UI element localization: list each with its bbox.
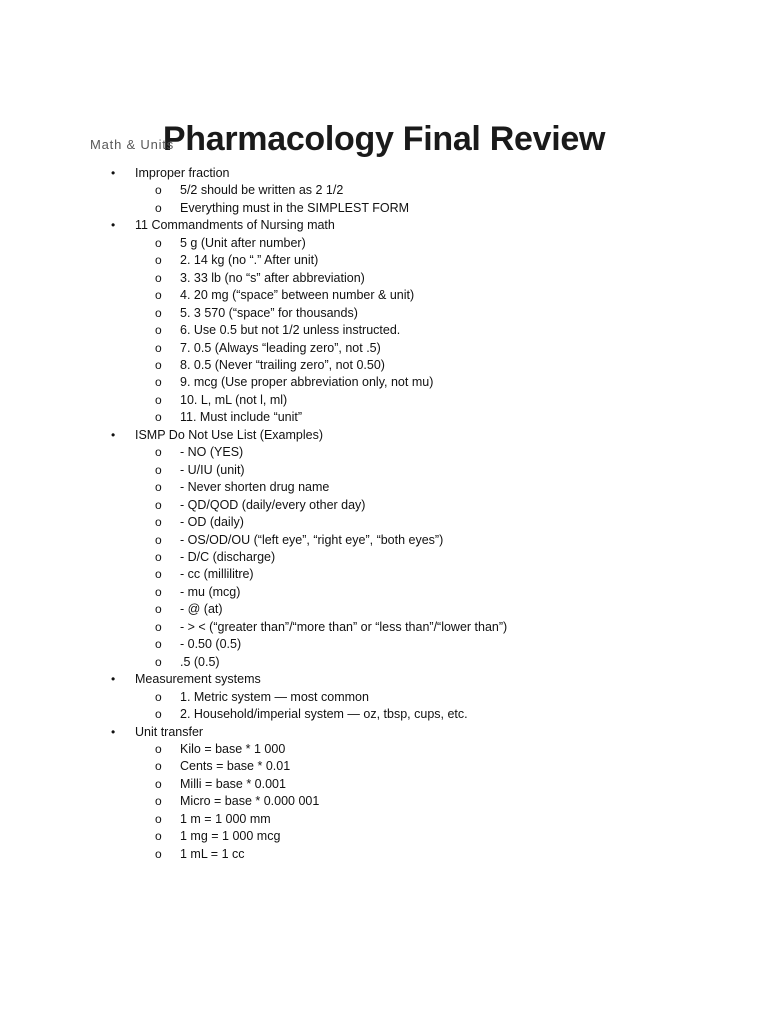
sub-list-item-text: 9. mcg (Use proper abbreviation only, not mu) <box>180 375 434 390</box>
bullet-circle-icon: o <box>155 811 162 826</box>
sub-list-item-text: 5. 3 570 (“space” for thousands) <box>180 305 358 320</box>
outline-item <box>0 217 768 426</box>
sub-list-item <box>0 636 768 653</box>
sub-list-item-text: 10. L, mL (not l, ml) <box>180 392 288 407</box>
bullet-dot-icon: • <box>111 166 116 180</box>
sub-list-item <box>0 689 768 706</box>
sub-list-item-text: 8. 0.5 (Never “trailing zero”, not 0.50) <box>180 357 385 372</box>
sub-list-item-text: - NO (YES) <box>180 445 244 460</box>
sub-list-item <box>0 444 768 461</box>
bullet-circle-icon: o <box>155 305 162 320</box>
sub-list-item <box>0 270 768 287</box>
bullet-circle-icon: o <box>155 445 162 460</box>
sub-list-item-text: Everything must in the SIMPLEST FORM <box>180 200 410 215</box>
bullet-circle-icon: o <box>155 741 162 756</box>
outline-item-label: Unit transfer <box>135 724 204 739</box>
sub-list-item-text: .5 (0.5) <box>180 654 220 669</box>
sub-list-item <box>0 340 768 357</box>
bullet-circle-icon: o <box>155 288 162 303</box>
sub-list-item <box>0 741 768 758</box>
sub-list-item <box>0 252 768 269</box>
bullet-circle-icon: o <box>155 776 162 791</box>
sub-list-item-text: 1. Metric system — most common <box>180 689 369 704</box>
sub-list-item-text: - > < (“greater than”/“more than” or “less than”/“lower than”) <box>180 619 508 634</box>
sub-list-item-text: 4. 20 mg (“space” between number & unit) <box>180 288 415 303</box>
bullet-circle-icon: o <box>155 200 162 215</box>
bullet-circle-icon: o <box>155 619 162 634</box>
outline-item-label: Improper fraction <box>135 166 230 180</box>
sub-list-item-text: - QD/QOD (daily/every other day) <box>180 497 366 512</box>
bullet-circle-icon: o <box>155 689 162 704</box>
bullet-circle-icon: o <box>155 253 162 268</box>
sub-list-item-text: 5 g (Unit after number) <box>180 235 306 250</box>
outline-item <box>0 724 768 864</box>
bullet-dot-icon: • <box>111 724 116 739</box>
sub-list-item <box>0 846 768 863</box>
sub-list-item <box>0 357 768 374</box>
sub-list <box>135 741 768 863</box>
bullet-circle-icon: o <box>155 323 162 338</box>
sub-list-item-text: 7. 0.5 (Always “leading zero”, not .5) <box>180 340 381 355</box>
outline-item <box>0 671 768 723</box>
bullet-circle-icon: o <box>155 794 162 809</box>
outline-item-label: Measurement systems <box>135 672 261 687</box>
sub-list-item-text: - OD (daily) <box>180 515 244 530</box>
sub-list-item <box>0 182 768 199</box>
outline-item-label: ISMP Do Not Use List (Examples) <box>135 427 324 442</box>
sub-list-item-text: Kilo = base * 1 000 <box>180 741 286 756</box>
bullet-circle-icon: o <box>155 497 162 512</box>
bullet-circle-icon: o <box>155 340 162 355</box>
outline-item-label: 11 Commandments of Nursing math <box>135 218 335 233</box>
sub-list-item-text: 3. 33 lb (no “s” after abbreviation) <box>180 270 365 285</box>
sub-list-item <box>0 305 768 322</box>
sub-list-item <box>0 462 768 479</box>
sub-list-item <box>0 566 768 583</box>
bullet-circle-icon: o <box>155 829 162 844</box>
sub-list-item-text: 2. 14 kg (no “.” After unit) <box>180 253 319 268</box>
sub-list-item-text: - cc (millilitre) <box>180 567 254 582</box>
sub-list-item-text: 2. Household/imperial system — oz, tbsp, cups, etc. <box>180 707 468 722</box>
sub-list-item <box>0 793 768 810</box>
bullet-circle-icon: o <box>155 515 162 530</box>
sub-list-item <box>0 235 768 252</box>
outline-item <box>0 427 768 671</box>
sub-list-item <box>0 409 768 426</box>
bullet-circle-icon: o <box>155 270 162 285</box>
sub-list-item <box>0 828 768 845</box>
bullet-circle-icon: o <box>155 584 162 599</box>
bullet-circle-icon: o <box>155 183 162 198</box>
sub-list-item <box>0 392 768 409</box>
sub-list-item-text: 5/2 should be written as 2 1/2 <box>180 183 344 198</box>
sub-list-item-text: Micro = base * 0.000 001 <box>180 794 320 809</box>
sub-list-item <box>0 584 768 601</box>
bullet-circle-icon: o <box>155 392 162 407</box>
bullet-circle-icon: o <box>155 480 162 495</box>
bullet-circle-icon: o <box>155 602 162 617</box>
sub-list <box>135 235 768 427</box>
sub-list-item-text: - U/IU (unit) <box>180 462 245 477</box>
bullet-circle-icon: o <box>155 375 162 390</box>
bullet-circle-icon: o <box>155 567 162 582</box>
bullet-circle-icon: o <box>155 235 162 250</box>
page-title: Pharmacology Final Review <box>162 119 606 158</box>
sub-list-item-text: 1 mg = 1 000 mcg <box>180 829 281 844</box>
bullet-circle-icon: o <box>155 532 162 547</box>
sub-list-item-text: - mu (mcg) <box>180 584 241 599</box>
bullet-circle-icon: o <box>155 357 162 372</box>
sub-list-item <box>0 374 768 391</box>
sub-list-item <box>0 619 768 636</box>
sub-list-item <box>0 758 768 775</box>
sub-list-item-text: - @ (at) <box>180 602 223 617</box>
bullet-circle-icon: o <box>155 462 162 477</box>
sub-list-item-text: 1 m = 1 000 mm <box>180 811 271 826</box>
section-heading: Math & Units <box>90 137 175 152</box>
sub-list-item-text: Cents = base * 0.01 <box>180 759 291 774</box>
bullet-circle-icon: o <box>155 759 162 774</box>
sub-list-item-text: Milli = base * 0.001 <box>180 776 286 791</box>
sub-list-item <box>0 532 768 549</box>
sub-list-item <box>0 287 768 304</box>
bullet-dot-icon: • <box>111 672 116 687</box>
sub-list <box>135 182 768 217</box>
bullet-dot-icon: • <box>111 427 116 442</box>
bullet-circle-icon: o <box>155 637 162 652</box>
sub-list-item <box>0 200 768 217</box>
sub-list-item <box>0 549 768 566</box>
sub-list-item <box>0 601 768 618</box>
outline-item <box>0 165 768 217</box>
notes-outline <box>0 165 768 863</box>
sub-list-item <box>0 479 768 496</box>
sub-list-item <box>0 497 768 514</box>
sub-list-item-text: 1 mL = 1 cc <box>180 846 245 861</box>
sub-list-item-text: - D/C (discharge) <box>180 549 276 564</box>
bullet-circle-icon: o <box>155 549 162 564</box>
bullet-circle-icon: o <box>155 654 162 669</box>
sub-list-item-text: 6. Use 0.5 but not 1/2 unless instructed. <box>180 323 401 338</box>
sub-list <box>135 444 768 671</box>
bullet-circle-icon: o <box>155 707 162 722</box>
sub-list-item <box>0 811 768 828</box>
bullet-dot-icon: • <box>111 218 116 233</box>
bullet-circle-icon: o <box>155 846 162 861</box>
bullet-circle-icon: o <box>155 410 162 425</box>
sub-list-item <box>0 322 768 339</box>
sub-list-item-text: - Never shorten drug name <box>180 480 330 495</box>
sub-list-item <box>0 706 768 723</box>
sub-list-item <box>0 776 768 793</box>
sub-list-item <box>0 514 768 531</box>
sub-list-item-text: - 0.50 (0.5) <box>180 637 242 652</box>
sub-list-item-text: - OS/OD/OU (“left eye”, “right eye”, “both eyes”) <box>180 532 444 547</box>
sub-list-item <box>0 654 768 671</box>
sub-list <box>135 689 768 724</box>
sub-list-item-text: 11. Must include “unit” <box>180 410 303 425</box>
